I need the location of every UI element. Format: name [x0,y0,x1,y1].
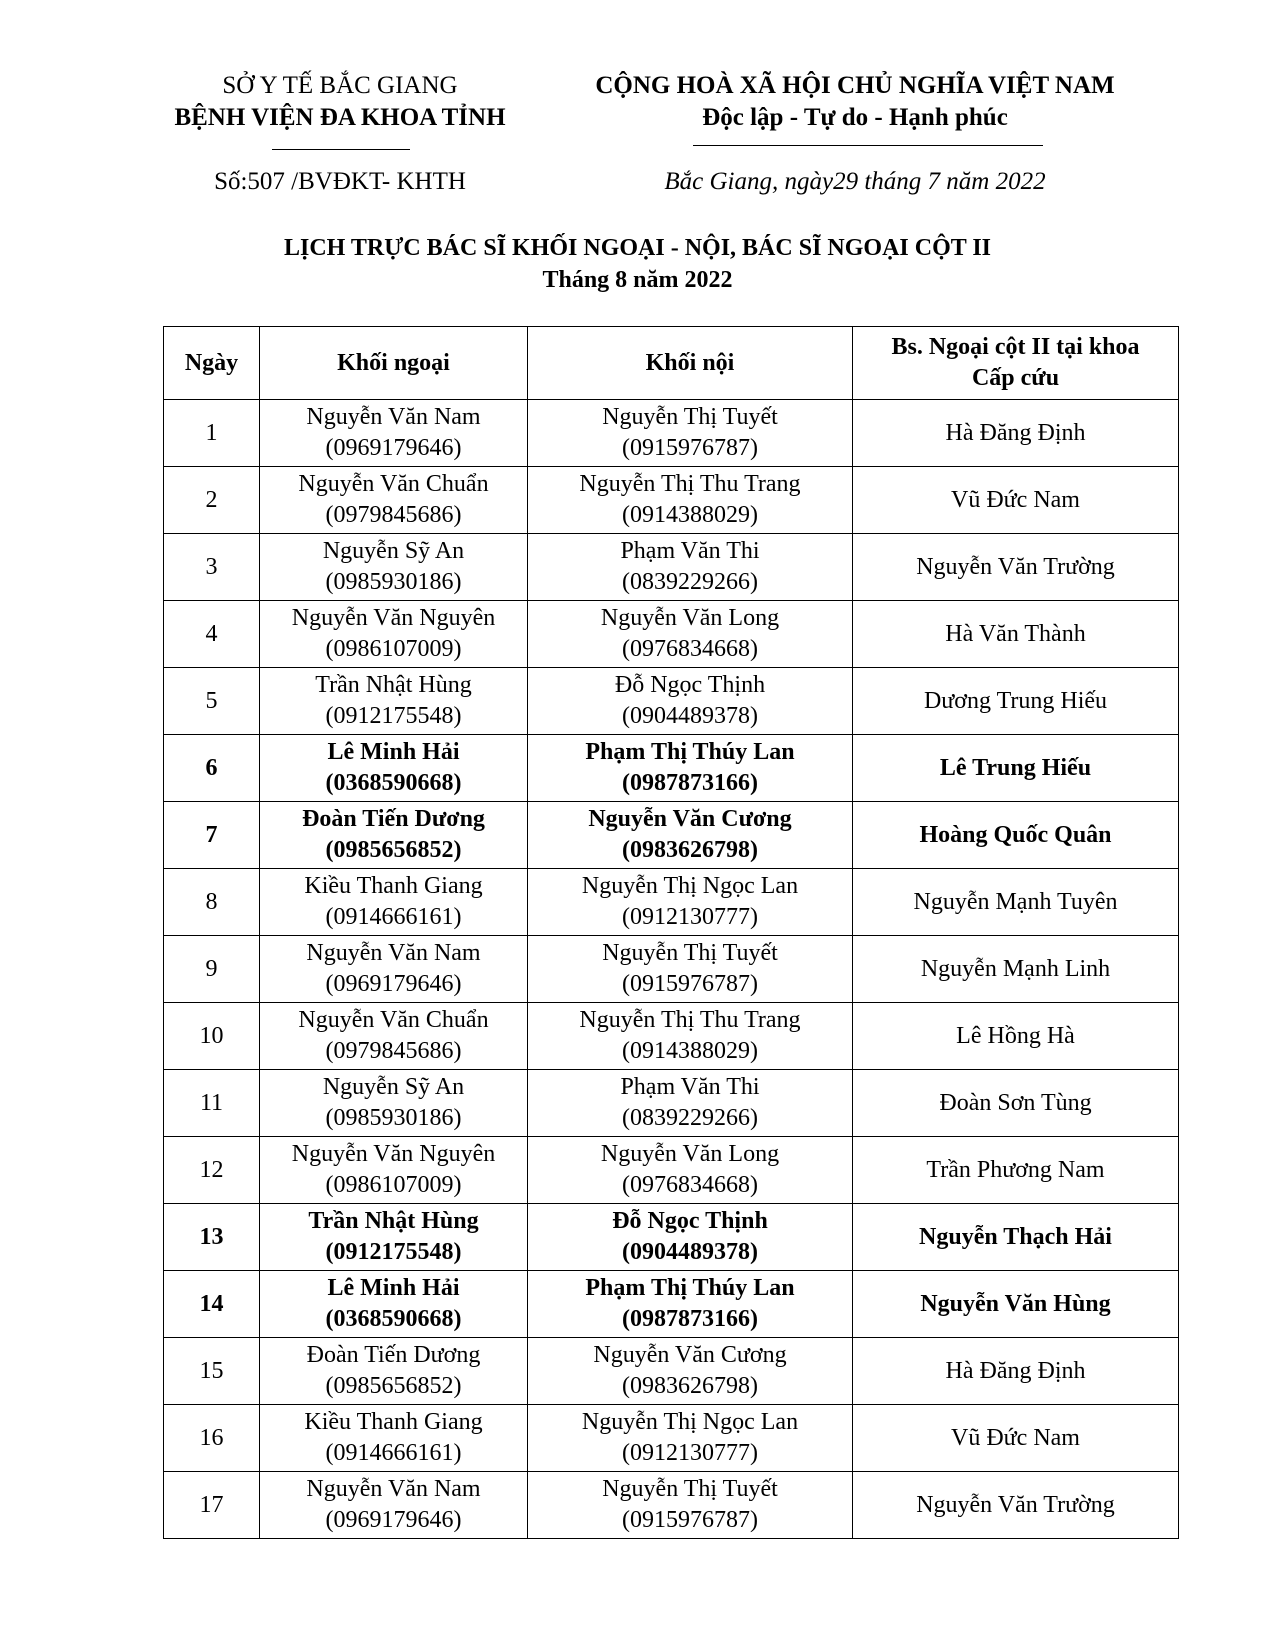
table-row [164,1405,1179,1472]
internal-doctor-name: Nguyễn Văn Long [600,1141,780,1167]
emergency-surgeon-cell: Hà Đăng Định [853,1338,1179,1405]
surgery-doctor-name: Kiều Thanh Giang [304,873,483,899]
table-row [164,400,1179,467]
internal-doctor-name: Nguyễn Thị Ngọc Lan [581,873,799,899]
table-row [164,534,1179,601]
surgery-cell [260,1003,528,1070]
internal-doctor-phone: (0915976787) [622,971,758,997]
emergency-surgeon-cell: Nguyễn Thạch Hải [853,1204,1179,1271]
table-row [164,1003,1179,1070]
table-row [164,1204,1179,1271]
surgery-cell [260,1204,528,1271]
surgery-cell [260,1405,528,1472]
motto-underline [693,145,1043,146]
document-number: Số:507 /BVĐKT- KHTH [214,168,466,195]
surgery-doctor-name: Đoàn Tiến Dương [302,806,485,832]
emergency-surgeon-cell: Vũ Đức Nam [853,467,1179,534]
internal-doctor-phone: (0987873166) [622,1306,758,1332]
internal-cell [528,936,853,1003]
internal-doctor-phone: (0904489378) [622,1239,758,1265]
surgery-doctor-phone: (0912175548) [325,703,462,729]
internal-doctor-name: Nguyễn Thị Thu Trang [579,1007,801,1033]
country-name: CỘNG HOÀ XÃ HỘI CHỦ NGHĨA VIỆT NAM [595,72,1115,99]
surgery-doctor-phone: (0914666161) [325,1440,462,1466]
internal-doctor-name: Nguyễn Thị Tuyết [602,404,778,430]
surgery-doctor-phone: (0985656852) [325,837,462,863]
table-row [164,467,1179,534]
internal-doctor-phone: (0914388029) [622,502,758,528]
table-row [164,1338,1179,1405]
surgery-doctor-name: Nguyễn Sỹ An [322,1074,465,1100]
hospital-name: BỆNH VIỆN ĐA KHOA TỈNH [174,104,506,131]
table-row [164,802,1179,869]
surgery-cell [260,668,528,735]
table-row [164,668,1179,735]
internal-doctor-name: Nguyễn Thị Tuyết [602,1476,778,1502]
surgery-doctor-phone: (0368590668) [325,1306,462,1332]
surgery-doctor-name: Nguyễn Văn Nam [306,404,481,430]
internal-doctor-phone: (0904489378) [622,703,758,729]
surgery-cell [260,1338,528,1405]
internal-doctor-phone: (0976834668) [622,636,758,662]
internal-doctor-name: Đỗ Ngọc Thịnh [614,672,766,698]
day-cell: 6 [164,735,260,802]
surgery-doctor-phone: (0979845686) [325,1038,462,1064]
surgery-doctor-phone: (0986107009) [325,636,462,662]
emergency-surgeon-cell: Nguyễn Mạnh Linh [853,936,1179,1003]
internal-cell [528,1405,853,1472]
internal-doctor-name: Phạm Thị Thúy Lan [585,1275,795,1301]
table-body [164,400,1179,1539]
surgery-doctor-name: Nguyễn Văn Nam [306,940,481,966]
surgery-doctor-name: Nguyễn Văn Nguyên [291,605,496,631]
header-col2-line1: Bs. Ngoại cột II tại khoa [891,334,1140,360]
emergency-surgeon-cell: Hà Đăng Định [853,400,1179,467]
internal-doctor-phone: (0915976787) [622,435,758,461]
emergency-surgeon-cell: Nguyễn Văn Hùng [853,1271,1179,1338]
emergency-surgeon-cell: Đoàn Sơn Tùng [853,1070,1179,1137]
surgery-cell [260,735,528,802]
table-row [164,1472,1179,1539]
header-internal: Khối nội [528,327,853,400]
emergency-surgeon-cell: Nguyễn Mạnh Tuyên [853,869,1179,936]
internal-doctor-phone: (0987873166) [622,770,758,796]
internal-doctor-phone: (0839229266) [622,1105,758,1131]
table-row [164,869,1179,936]
emergency-surgeon-cell: Lê Hồng Hà [853,1003,1179,1070]
day-cell: 16 [164,1405,260,1472]
emergency-surgeon-cell: Hoàng Quốc Quân [853,802,1179,869]
surgery-doctor-phone: (0969179646) [325,971,462,997]
surgery-cell [260,869,528,936]
surgery-doctor-name: Nguyễn Văn Chuẩn [298,471,489,497]
surgery-doctor-name: Lê Minh Hải [327,1275,460,1301]
national-motto-block [560,70,1150,134]
emergency-surgeon-cell: Hà Văn Thành [853,601,1179,668]
surgery-cell [260,601,528,668]
internal-cell [528,601,853,668]
internal-cell [528,1472,853,1539]
table-row [164,1271,1179,1338]
surgery-cell [260,467,528,534]
surgery-cell [260,534,528,601]
day-cell: 3 [164,534,260,601]
issuer-block [150,70,530,134]
duty-schedule-table [163,326,1179,1539]
internal-doctor-phone: (0915976787) [622,1507,758,1533]
surgery-doctor-phone: (0969179646) [325,1507,462,1533]
header-col2-line2: Cấp cứu [971,365,1060,391]
internal-doctor-name: Đỗ Ngọc Thịnh [612,1208,768,1234]
surgery-doctor-phone: (0985656852) [325,1373,462,1399]
internal-doctor-phone: (0839229266) [622,569,758,595]
internal-cell [528,467,853,534]
internal-doctor-phone: (0914388029) [622,1038,758,1064]
internal-cell [528,802,853,869]
day-cell: 15 [164,1338,260,1405]
day-cell: 12 [164,1137,260,1204]
surgery-doctor-phone: (0985930186) [325,1105,462,1131]
internal-doctor-name: Nguyễn Thị Tuyết [602,940,778,966]
surgery-cell [260,1137,528,1204]
table-row [164,1137,1179,1204]
internal-doctor-phone: (0912130777) [622,904,758,930]
surgery-doctor-name: Nguyễn Văn Nam [306,1476,481,1502]
day-cell: 13 [164,1204,260,1271]
day-cell: 5 [164,668,260,735]
internal-cell [528,400,853,467]
surgery-doctor-phone: (0969179646) [325,435,462,461]
internal-doctor-name: Nguyễn Văn Cương [588,806,792,832]
surgery-doctor-phone: (0979845686) [325,502,462,528]
page-title [0,232,1275,296]
surgery-doctor-name: Trần Nhật Hùng [315,672,472,698]
internal-cell [528,1204,853,1271]
day-cell: 7 [164,802,260,869]
surgery-doctor-phone: (0914666161) [325,904,462,930]
emergency-surgeon-cell: Nguyễn Văn Trường [853,1472,1179,1539]
internal-doctor-name: Nguyễn Thị Ngọc Lan [581,1409,799,1435]
day-cell: 4 [164,601,260,668]
surgery-cell [260,802,528,869]
internal-doctor-phone: (0983626798) [622,837,758,863]
surgery-cell [260,400,528,467]
emergency-surgeon-cell: Dương Trung Hiếu [853,668,1179,735]
day-cell: 9 [164,936,260,1003]
internal-doctor-name: Nguyễn Văn Cương [593,1342,787,1368]
internal-doctor-name: Phạm Văn Thi [620,1074,760,1100]
day-cell: 1 [164,400,260,467]
internal-cell [528,1137,853,1204]
surgery-cell [260,936,528,1003]
table-row [164,601,1179,668]
surgery-doctor-name: Kiều Thanh Giang [304,1409,483,1435]
internal-doctor-phone: (0976834668) [622,1172,758,1198]
day-cell: 2 [164,467,260,534]
surgery-cell [260,1070,528,1137]
table-row [164,936,1179,1003]
internal-cell [528,534,853,601]
header-surgery: Khối ngoại [260,327,528,400]
internal-cell [528,735,853,802]
header-day: Ngày [164,327,260,400]
surgery-doctor-phone: (0912175548) [325,1239,462,1265]
day-cell: 14 [164,1271,260,1338]
emergency-surgeon-cell: Lê Trung Hiếu [853,735,1179,802]
internal-cell [528,1271,853,1338]
internal-cell [528,869,853,936]
internal-doctor-phone: (0983626798) [622,1373,758,1399]
header-emergency-surgeon [853,327,1179,400]
table-header-row [164,327,1179,400]
day-cell: 11 [164,1070,260,1137]
internal-cell [528,1338,853,1405]
day-cell: 10 [164,1003,260,1070]
day-cell: 8 [164,869,260,936]
surgery-doctor-name: Nguyễn Văn Chuẩn [298,1007,489,1033]
internal-cell [528,1003,853,1070]
document-date: Bắc Giang, ngày29 tháng 7 năm 2022 [664,168,1046,195]
internal-doctor-name: Nguyễn Thị Thu Trang [579,471,801,497]
department-name: SỞ Y TẾ BẮC GIANG [222,72,458,99]
surgery-doctor-name: Lê Minh Hải [327,739,460,765]
table-row [164,735,1179,802]
emergency-surgeon-cell: Vũ Đức Nam [853,1405,1179,1472]
internal-cell [528,668,853,735]
surgery-cell [260,1271,528,1338]
subtitle-line: Tháng 8 năm 2022 [542,267,733,293]
surgery-doctor-phone: (0985930186) [325,569,462,595]
internal-doctor-name: Phạm Văn Thi [620,538,760,564]
table-row [164,1070,1179,1137]
surgery-doctor-name: Nguyễn Sỹ An [322,538,465,564]
motto: Độc lập - Tự do - Hạnh phúc [702,104,1008,131]
issuer-underline [272,149,410,150]
surgery-doctor-name: Trần Nhật Hùng [308,1208,479,1234]
internal-cell [528,1070,853,1137]
internal-doctor-name: Phạm Thị Thúy Lan [585,739,795,765]
emergency-surgeon-cell: Nguyễn Văn Trường [853,534,1179,601]
surgery-doctor-name: Nguyễn Văn Nguyên [291,1141,496,1167]
internal-doctor-name: Nguyễn Văn Long [600,605,780,631]
surgery-cell [260,1472,528,1539]
day-cell: 17 [164,1472,260,1539]
surgery-doctor-phone: (0368590668) [325,770,462,796]
surgery-doctor-phone: (0986107009) [325,1172,462,1198]
emergency-surgeon-cell: Trần Phương Nam [853,1137,1179,1204]
surgery-doctor-name: Đoàn Tiến Dương [306,1342,481,1368]
title-line: LỊCH TRỰC BÁC SĨ KHỐI NGOẠI - NỘI, BÁC SĨ NGOẠI CỘT II [283,235,991,261]
internal-doctor-phone: (0912130777) [622,1440,758,1466]
